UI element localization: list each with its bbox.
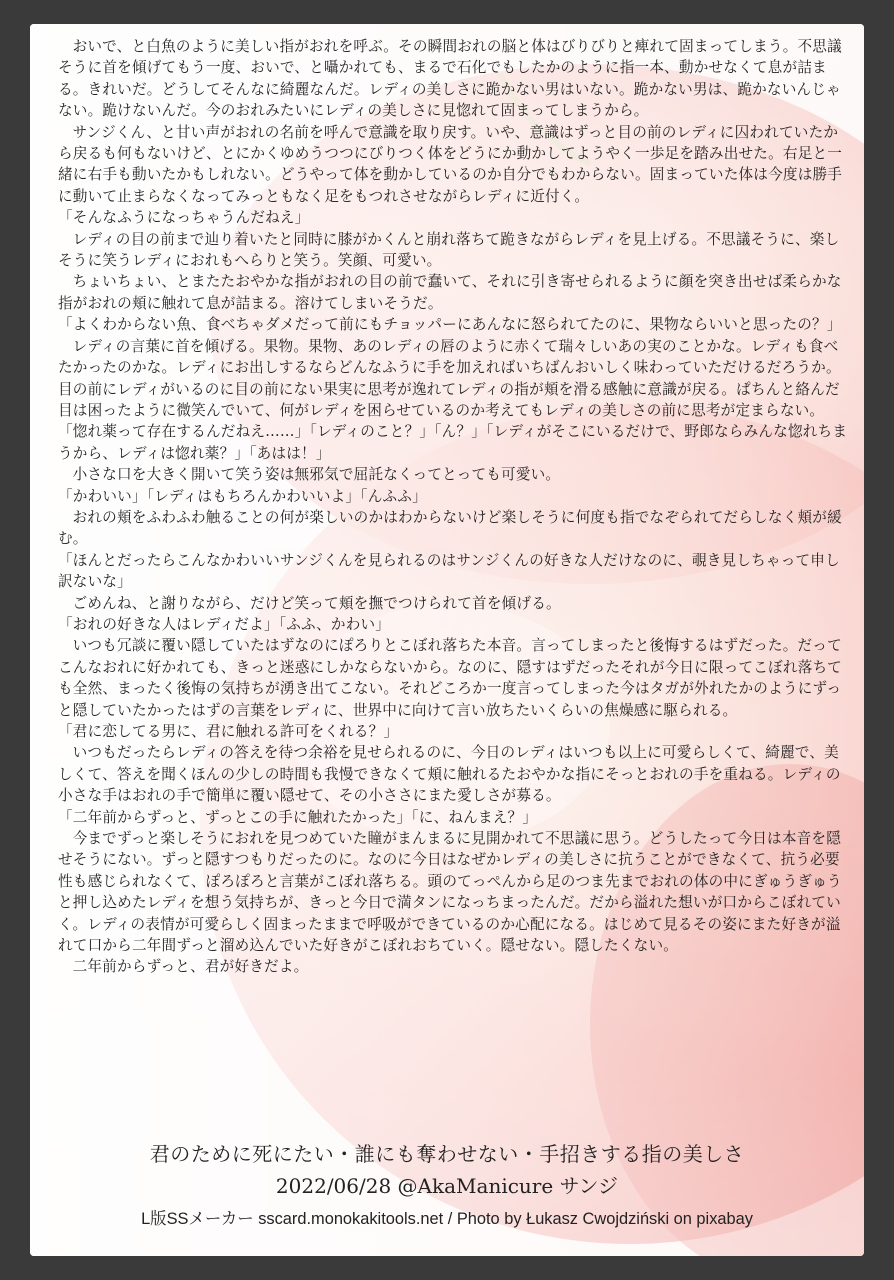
dialogue-line: 「二年前からずっと、ずっとこの手に触れたかった」「に、ねんまえ？」 xyxy=(58,808,538,826)
dialogue-line: 「おれの好きな人はレディだよ」「ふふ、かわい」 xyxy=(58,615,391,633)
paragraph: レディの言葉に首を傾げる。果物。果物、あのレディの唇のように赤くて瑞々しいあの実のことかな。レディも食べたかったのかな。レディにお出しするならどんなふうに手を加えればいちばんおいしく味わっていただけるだろうか。目の前にレディがいるのに目の前にない果実に思考が逸れてレディの指が頬を滑る感触に意識が戻る。ぱちんと絡んだ目は困ったように微笑んでいて、何がレディを困らせているのか考えてもレディの美しさの前に思考が定まらない。 xyxy=(58,337,841,419)
paragraph: おれの頬をふわふわ触ることの何が楽しいのかはわからないけど楽しそうに何度も指でなぞられてだらしなく頬が緩む。 xyxy=(58,508,842,548)
dialogue-line: 「惚れ薬って存在するんだねえ……」「レディのこと？」「ん？」「レディがそこにいるだけで、野郎ならみんな惚れちまうから、レディは惚れ薬？」「あはは！」 xyxy=(58,423,848,462)
date-author-line: 2022/06/28 @AkaManicure サンジ xyxy=(275,1174,619,1198)
paragraph: いつも冗談に覆い隠していたはずなのにぽろりとこぼれ落ちた本音。言ってしまったと後悔するはずだった。だってこんなおれに好かれても、きっと迷惑にしかならないから。なのに、隠すはずだったそれが今日に限ってこぼれ落ちても全然、まったく後悔の気持ちが湧き出てこない。それどころか一度言ってしまった今はタガが外れたかのようにずっと隠していたかったはずの言葉をレディに、世界中に向けて言い放ちたいくらいの焦燥感に駆られる。 xyxy=(58,637,842,719)
paragraph: レディの目の前まで辿り着いたと同時に膝がかくんと崩れ落ちて跪きながらレディを見上げる。不思議そうに、楽しそうに笑うレディにおれもへらりと笑う。笑顔、可愛い。 xyxy=(58,230,840,270)
credit-line: L版SSメーカー sscard.monokakitools.net / Photo by Łukasz Cwojdziński on pixabay xyxy=(141,1210,753,1228)
story-body xyxy=(58,36,848,978)
card-footer xyxy=(30,1139,864,1231)
paragraph: 今までずっと楽しそうにおれを見つめていた瞳がまんまるに見開かれて不思議に思う。どうしたって今日は本音を隠せそうにない。ずっと隠すつもりだったのに。なのに今日はなぜかレディの美しさに抗うことができなくて、抗う必要性も感じられなくて、ぽろぽろと言葉がこぼれ落ちる。頭のてっぺんから足のつま先までおれの体の中にぎゅうぎゅうと押し込めたレディを想う気持ちが、きっと今日で満タンになっちまったんだ。だから溢れた想いが口からこぼれていく。レディの表情が可愛らしく固まったままで呼吸ができているのか心配になる。はじめて見るその姿にまた好きが溢れて口から二年間ずっと溜め込んでいた好きがこぼれおちていく。隠せない。隠したくない。 xyxy=(58,830,842,955)
paragraph: サンジくん、と甘い声がおれの名前を呼んで意識を取り戻す。いや、意識はずっと目の前のレディに囚われていたから戻るも何もないけど、とにかくゆめうつつにびりつく体をどうにか動かしてようやく一歩足を踏み出せた。右足と一緒に右手も動いたかもしれない。どうやって体を動かしているのか自分でもわからない。固まっていた体は今度は勝手に動いて止まらなくなってみっともなく足をもつれさせながらレディに近付く。 xyxy=(58,123,843,205)
dialogue-line: 「よくわからない魚、食べちゃダメだって前にもチョッパーにあんなに怒られてたのに、果物ならいいと思ったの？」 xyxy=(58,316,842,334)
story-card xyxy=(30,24,864,1256)
paragraph: いつもだったらレディの答えを待つ余裕を見せられるのに、今日のレディはいつも以上に可愛らしくて、綺麗で、美しくて、答えを聞くほんの少しの時間も我慢できなくて頬に触れるたおやかな指にそっとおれの手を重ねる。レディの小さな手はおれの手で簡単に覆い隠せて、その小ささにまた愛しさが募る。 xyxy=(58,744,841,805)
dialogue-line: 「そんなふうになっちゃうんだねえ」 xyxy=(58,209,310,227)
dialogue-line: 「かわいい」「レディはもちろんかわいいよ」「んふふ」 xyxy=(58,487,427,505)
paragraph: ちょいちょい、とまたたおやかな指がおれの目の前で蠢いて、それに引き寄せられるように顔を突き出せば柔らかな指がおれの頬に触れて息が詰まる。溶けてしまいそうだ。 xyxy=(58,273,842,312)
dialogue-line: 「ほんとだったらこんなかわいいサンジくんを見られるのはサンジくんの好きな人だけなのに、覗き見しちゃって申し訳ないな」 xyxy=(58,551,840,591)
dialogue-line: 「君に恋してる男に、君に触れる許可をくれる？」 xyxy=(58,723,399,740)
story-tags: 君のために死にたい・誰にも奪わせない・手招きする指の美しさ xyxy=(149,1142,745,1166)
paragraph: おいで、と白魚のように美しい指がおれを呼ぶ。その瞬間おれの脳と体はびりびりと痺れて固まってしまう。不思議そうに首を傾げてもう一度、おいで、と囁かれても、まるで石化でもしたかのように指一本、動かせなくて息が詰まる。きれいだ。どうしてそんなに綺麗なんだ。レディの美しさに跪かない男はいない。跪かない男は、跪かないんじゃない。跪けないんだ。今のおれみたいにレディの美しさに見惚れて固まってしまうから。 xyxy=(58,38,842,120)
paragraph: 二年前からずっと、君が好きだよ。 xyxy=(72,958,309,976)
paragraph: 小さな口を大きく開いて笑う姿は無邪気で屈託なくってとっても可愛い。 xyxy=(72,466,561,484)
paragraph: ごめんね、と謝りながら、だけど笑って頬を撫でつけられて首を傾げる。 xyxy=(72,594,561,612)
